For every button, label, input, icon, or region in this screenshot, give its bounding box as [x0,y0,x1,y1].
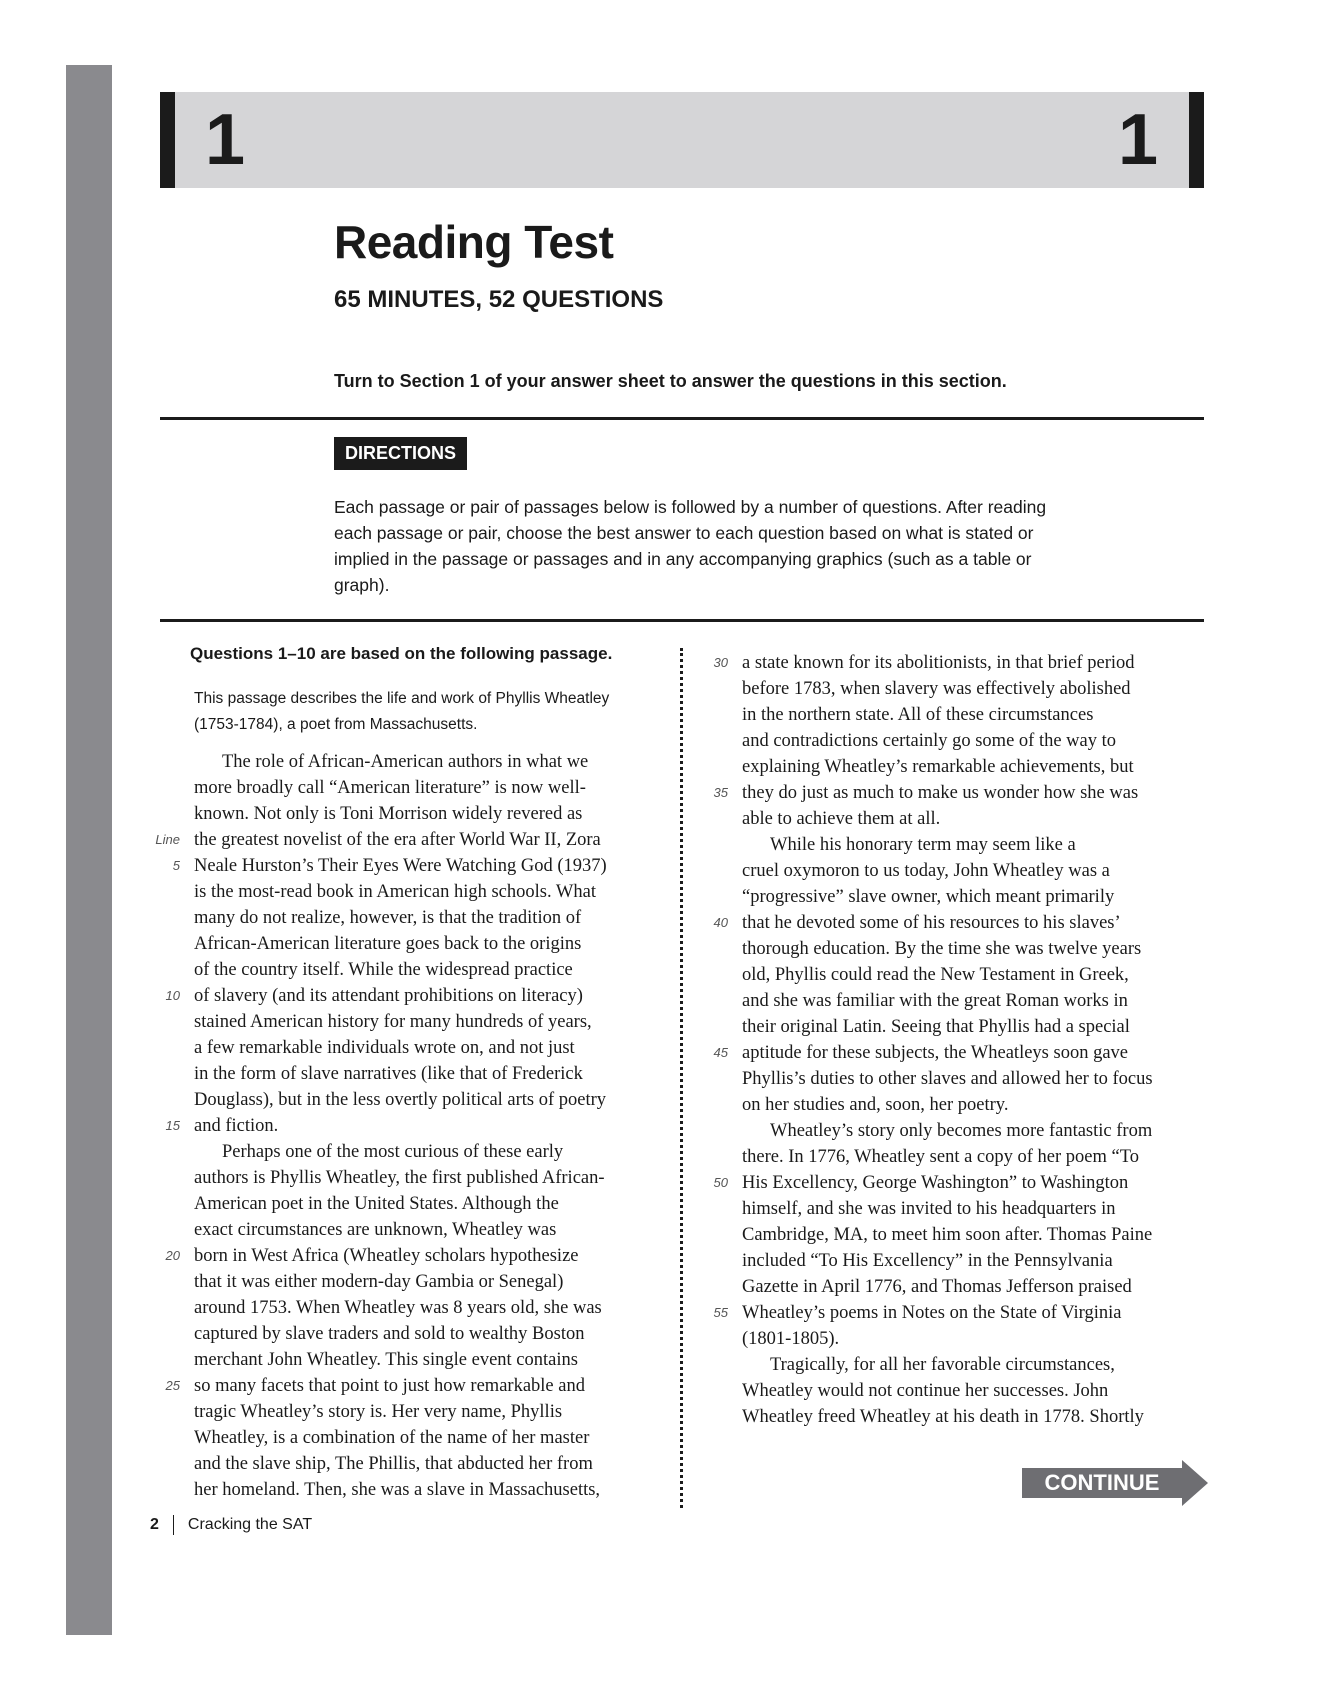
passage-line [742,962,1153,988]
passage-line-text: of slavery (and its attendant prohibitions on literacy) [194,986,583,1006]
passage-intro [194,686,664,738]
passage-line-text: While his honorary term may seem like a [770,835,1076,855]
page-subtitle: 65 MINUTES, 52 QUESTIONS [334,286,664,313]
passage-line [742,1196,1153,1222]
passage-line-text: cruel oxymoron to us today, John Wheatley was a [742,861,1110,881]
passage-line [713,1300,1153,1326]
passage-line-text: and contradictions certainly go some of the way to [742,731,1117,751]
passage-line-text: Wheatley’s poems in Notes on the State of Virginia [742,1303,1122,1323]
passage-line-text: Cambridge, MA, to meet him soon after. Thomas Paine [742,1225,1153,1245]
passage-line-text: before 1783, when slavery was effectively abolished [742,679,1131,699]
directions-line: each passage or pair, choose the best answer to each question based on what is stated or [334,523,1034,543]
passage-line-text: explaining Wheatley’s remarkable achievements, but [742,757,1134,777]
directions-line: Each passage or pair of passages below is followed by a number of questions. After reading [334,497,1047,517]
line-number: 55 [713,1305,728,1320]
passage-line-text: that it was either modern-day Gambia or Senegal) [194,1272,564,1292]
line-number: 15 [165,1118,180,1133]
line-number: Line [155,832,180,847]
passage-line-text: aptitude for these subjects, the Wheatleys soon gave [742,1043,1128,1063]
passage-line [742,1118,1153,1144]
section-number-left: 1 [205,100,246,180]
passage-line [713,780,1153,806]
passage-line [742,1144,1153,1170]
passage-line-text: a state known for its abolitionists, in that brief period [742,653,1135,673]
passage-line [194,1425,607,1451]
passage-line-text: Neale Hurston’s Their Eyes Were Watching God (1937) [194,856,607,876]
passage-line-text: Phyllis’s duties to other slaves and allowed her to focus [742,1069,1153,1089]
passage-line [194,1347,607,1373]
passage-line-text: merchant John Wheatley. This single event contains [194,1350,578,1370]
line-number: 35 [713,785,728,800]
answer-sheet-instruction: Turn to Section 1 of your answer sheet to answer the questions in this section. [334,371,1007,391]
passage-line [713,910,1153,936]
passage-line [742,1248,1153,1274]
directions-label: DIRECTIONS [334,437,467,470]
passage-line [194,1087,607,1113]
passage-line [742,1274,1153,1300]
passage-column-left [155,749,607,1503]
column-divider [680,648,683,1508]
page-title: Reading Test [334,216,614,268]
line-number: 10 [165,988,180,1003]
passage-line [194,775,607,801]
passage-line-text: “progressive” slave owner, which meant primarily [742,887,1115,907]
passage-line-text: and fiction. [194,1116,279,1136]
passage-line-text: the greatest novelist of the era after World War II, Zora [194,830,601,850]
line-number: 5 [172,858,180,873]
passage-line [742,832,1153,858]
passage-line-text: in the northern state. All of these circumstances [742,705,1094,725]
passage-line [742,676,1153,702]
passage-line-text: born in West Africa (Wheatley scholars hypothesize [194,1246,579,1266]
passage-line [194,749,607,775]
passage-line [194,1009,607,1035]
passage-column-right [713,650,1153,1430]
passage-line-text: The role of African-American authors in what we [222,752,589,772]
passage-line [194,957,607,983]
passage-line [742,806,1153,832]
continue-button[interactable] [1022,1460,1208,1506]
passage-line-text: American poet in the United States. Although the [194,1194,559,1214]
passage-line [742,988,1153,1014]
passage-line-text: around 1753. When Wheatley was 8 years old, she was [194,1298,602,1318]
passage-line-text: on her studies and, soon, her poetry. [742,1095,1009,1115]
passage-line [742,1014,1153,1040]
passage-line [194,1165,607,1191]
passage-line-text: (1801-1805). [742,1329,840,1349]
passage-line [742,884,1153,910]
passage-line-text: her homeland. Then, she was a slave in Massachusetts, [194,1480,601,1500]
section-number-right: 1 [1118,100,1159,180]
passage-line-text: Gazette in April 1776, and Thomas Jefferson praised [742,1277,1132,1297]
passage-line-text: their original Latin. Seeing that Phyllis had a special [742,1017,1130,1037]
passage-line [194,879,607,905]
line-number: 50 [713,1175,728,1190]
divider-bottom [160,619,1204,622]
passage-line [165,983,607,1009]
directions-line: graph). [334,575,390,595]
passage-line-text: tragic Wheatley’s story is. Her very name, Phyllis [194,1402,563,1422]
passage-line [742,1326,1153,1352]
passage-line [194,1035,607,1061]
passage-intro-line: (1753-1784), a poet from Massachusetts. [194,716,478,733]
passage-line-text: exact circumstances are unknown, Wheatley was [194,1220,557,1240]
passage-line-text: himself, and she was invited to his headquarters in [742,1199,1116,1219]
passage-line-text: Wheatley freed Wheatley at his death in 1778. Shortly [742,1407,1144,1427]
passage-line [194,1399,607,1425]
divider-top [160,417,1204,420]
continue-label: CONTINUE [1044,1470,1160,1495]
passage-line [742,754,1153,780]
passage-line-text: included “To His Excellency” in the Pennsylvania [742,1251,1113,1271]
passage-line-text: old, Phyllis could read the New Testament in Greek, [742,965,1129,985]
passage-line [194,1061,607,1087]
passage-line-text: of the country itself. While the widespread practice [194,960,573,980]
passage-line-text: His Excellency, George Washington” to Washington [742,1173,1129,1193]
passage-line [194,1269,607,1295]
passage-line [742,1092,1153,1118]
passage-line [194,801,607,827]
passage-line [742,1352,1153,1378]
passage-line [194,1295,607,1321]
line-number: 25 [165,1378,180,1393]
passage-line [194,1451,607,1477]
line-number: 20 [165,1248,180,1263]
header-bar-right [1189,92,1204,188]
footer-separator [173,1515,174,1535]
directions-line: implied in the passage or passages and in any accompanying graphics (such as a table or [334,549,1032,569]
passage-line-text: African-American literature goes back to the origins [194,934,582,954]
passage-line [742,1222,1153,1248]
line-number: 40 [713,915,728,930]
passage-line-text: Wheatley, is a combination of the name of her master [194,1428,590,1448]
header-bar-left [160,92,175,188]
passage-line [194,1321,607,1347]
passage-line [742,1378,1153,1404]
passage-line [194,1191,607,1217]
passage-line-text: Perhaps one of the most curious of these early [222,1142,564,1162]
passage-line-text: they do just as much to make us wonder how she was [742,783,1139,803]
passage-line-text: more broadly call “American literature” is now well- [194,778,586,798]
book-title: Cracking the SAT [187,1516,313,1534]
page-number: 2 [150,1516,159,1534]
passage-line-text: stained American history for many hundreds of years, [194,1012,592,1032]
passage-line-text: many do not realize, however, is that the tradition of [194,908,582,928]
passage-line [742,1066,1153,1092]
passage-line [165,1113,607,1139]
passage-line-text: authors is Phyllis Wheatley, the first published African- [194,1168,605,1188]
passage-line-text: Wheatley’s story only becomes more fantastic from [770,1121,1153,1141]
passage-line-text: able to achieve them at all. [742,809,941,829]
passage-line-text: known. Not only is Toni Morrison widely revered as [194,804,583,824]
passage-line-text: is the most-read book in American high schools. What [194,882,596,902]
page-footer [150,1515,312,1535]
passage-line [742,936,1153,962]
passage-line [172,853,607,879]
passage-line [742,728,1153,754]
passage-line [194,905,607,931]
passage-line [165,1243,607,1269]
directions-text [334,494,1114,598]
passage-line [742,858,1153,884]
passage-line-text: there. In 1776, Wheatley sent a copy of her poem “To [742,1147,1140,1167]
passage-line-text: that he devoted some of his resources to his slaves’ [742,913,1121,933]
passage-line-text: and the slave ship, The Phillis, that abducted her from [194,1454,593,1474]
passage-line [713,1170,1153,1196]
passage-line-text: thorough education. By the time she was twelve years [742,939,1142,959]
passage-line-text: in the form of slave narratives (like that of Frederick [194,1064,583,1084]
passage-intro-line: This passage describes the life and work of Phyllis Wheatley [194,690,610,707]
passage-line-text: so many facets that point to just how remarkable and [194,1376,585,1396]
passage-line [742,1404,1153,1430]
section-header-band [160,92,1204,188]
line-number: 45 [713,1045,728,1060]
passage-line-text: captured by slave traders and sold to wealthy Boston [194,1324,585,1344]
passage-line [165,1373,607,1399]
passage-line [194,1477,607,1503]
passage-line [194,1139,607,1165]
passage-line-text: Tragically, for all her favorable circumstances, [770,1355,1115,1375]
passage-line-text: and she was familiar with the great Roman works in [742,991,1128,1011]
side-bar [66,65,112,1635]
passage-line [713,650,1153,676]
passage-line [194,931,607,957]
passage-line [194,1217,607,1243]
line-number: 30 [713,655,728,670]
passage-line [713,1040,1153,1066]
passage-line-text: Wheatley would not continue her successes. John [742,1381,1109,1401]
passage-line [155,827,607,853]
passage-line-text: Douglass), but in the less overtly political arts of poetry [194,1090,607,1110]
passage-line-text: a few remarkable individuals wrote on, and not just [194,1038,575,1058]
questions-header: Questions 1–10 are based on the following passage. [190,644,613,663]
passage-line [742,702,1153,728]
